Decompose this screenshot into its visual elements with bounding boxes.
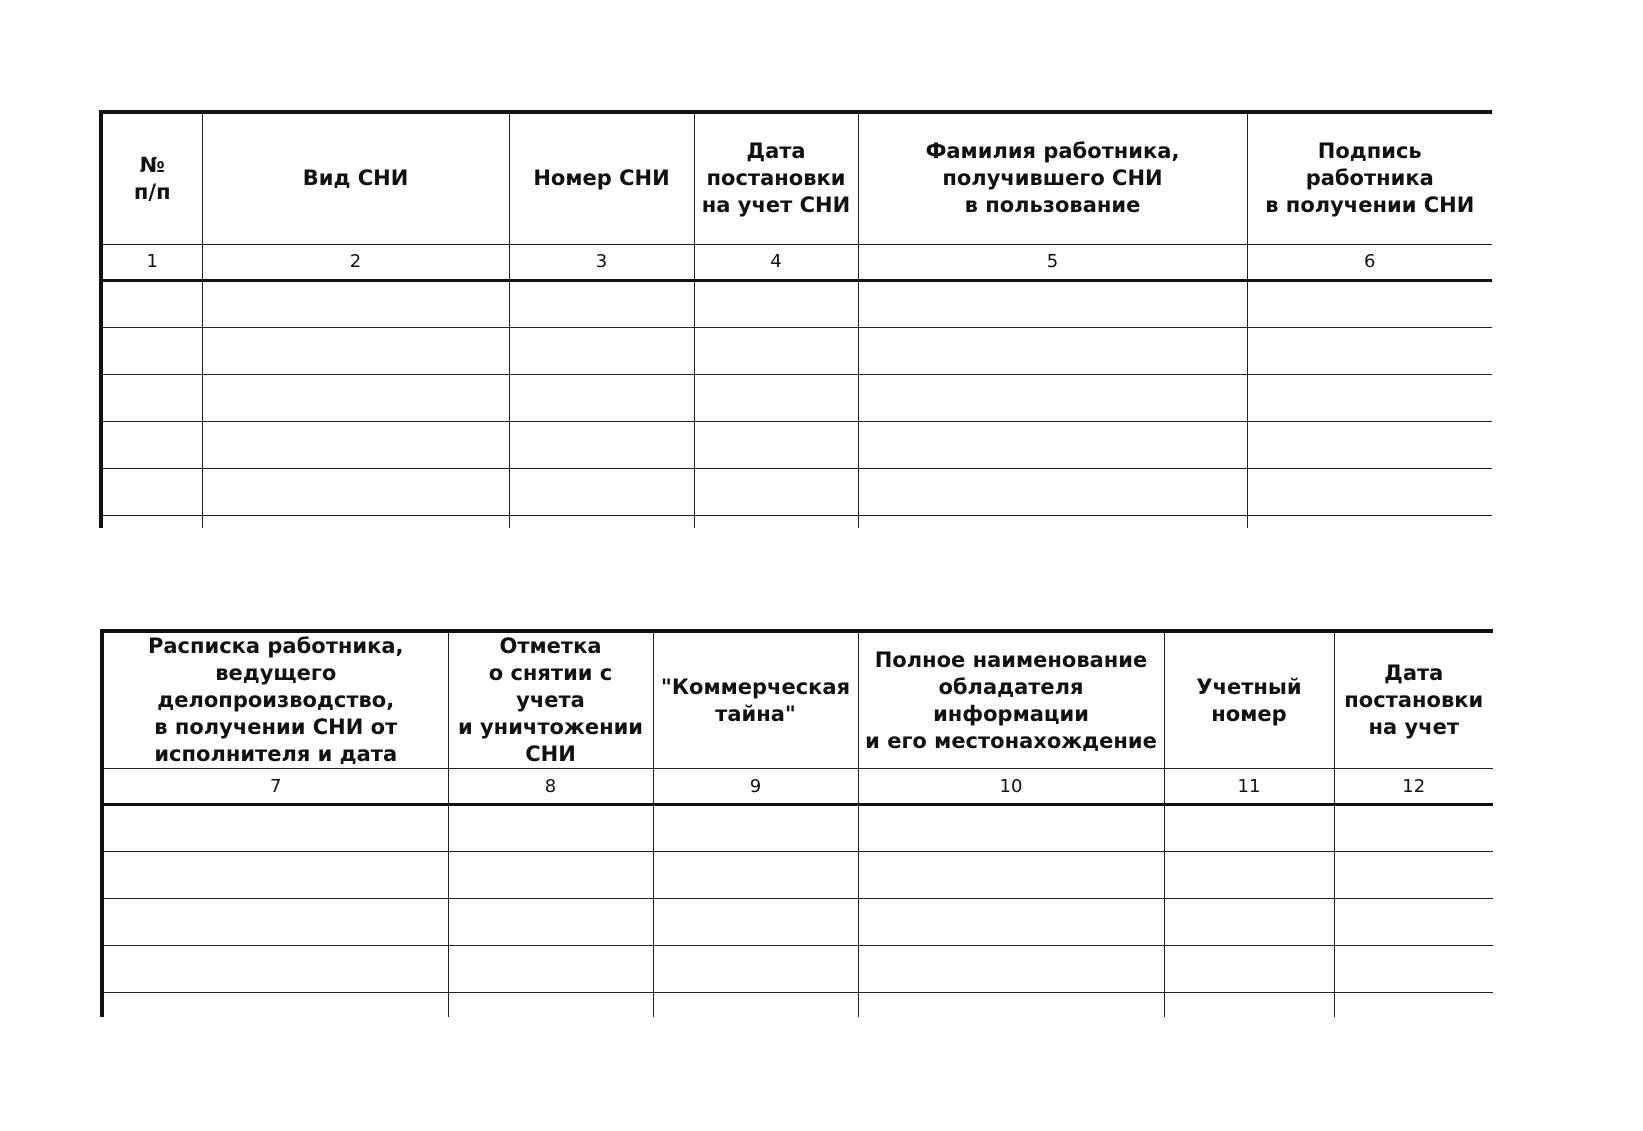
table-cell[interactable] <box>509 515 694 528</box>
column-number: 12 <box>1334 769 1493 805</box>
table-cell[interactable] <box>448 852 653 899</box>
table-cell[interactable] <box>1247 468 1492 515</box>
header-cell-registration-date: Дата постановки на учет СНИ <box>694 112 858 244</box>
accounting-table-2 <box>100 629 1493 1017</box>
table-cell[interactable] <box>1247 327 1492 374</box>
table-2-container <box>100 629 1493 1017</box>
table-cell[interactable] <box>1334 852 1493 899</box>
header-cell-deregistration-mark: Отметка о снятии с учета и уничтожении СНИ <box>448 631 653 769</box>
table-cell[interactable] <box>202 515 509 528</box>
table-cell[interactable] <box>653 805 858 852</box>
table-cell[interactable] <box>858 468 1247 515</box>
table-cell[interactable] <box>694 327 858 374</box>
column-number: 2 <box>202 244 509 280</box>
table-cell[interactable] <box>694 421 858 468</box>
column-number: 8 <box>448 769 653 805</box>
header-cell-registration-date: Дата постановки на учет <box>1334 631 1493 769</box>
header-cell-employee-name: Фамилия работника, получившего СНИ в пользование <box>858 112 1247 244</box>
table-row <box>101 374 1492 421</box>
column-number: 6 <box>1247 244 1492 280</box>
header-cell-sni-type: Вид СНИ <box>202 112 509 244</box>
table-cell[interactable] <box>102 993 448 1018</box>
column-number: 7 <box>102 769 448 805</box>
column-number: 11 <box>1164 769 1334 805</box>
table-cell[interactable] <box>102 946 448 993</box>
header-cell-sni-number: Номер СНИ <box>509 112 694 244</box>
table-cell[interactable] <box>694 468 858 515</box>
table-row <box>101 515 1492 528</box>
header-cell-employee-signature: Подпись работника в получении СНИ <box>1247 112 1492 244</box>
table-row <box>101 327 1492 374</box>
table-cell[interactable] <box>1247 280 1492 327</box>
table-cell[interactable] <box>653 852 858 899</box>
table-row <box>102 805 1493 852</box>
table-cell[interactable] <box>1164 852 1334 899</box>
table-cell[interactable] <box>509 280 694 327</box>
header-row <box>101 112 1492 244</box>
table-cell[interactable] <box>858 993 1164 1018</box>
column-number-row <box>101 244 1492 280</box>
table-cell[interactable] <box>858 327 1247 374</box>
table-cell[interactable] <box>202 374 509 421</box>
table-cell[interactable] <box>101 374 202 421</box>
table-cell[interactable] <box>858 374 1247 421</box>
header-cell-owner-name: Полное наименование обладателя информации и его местонахождение <box>858 631 1164 769</box>
table-cell[interactable] <box>202 468 509 515</box>
table-cell[interactable] <box>858 946 1164 993</box>
table-cell[interactable] <box>101 421 202 468</box>
table-cell[interactable] <box>858 852 1164 899</box>
table-cell[interactable] <box>1164 805 1334 852</box>
table-cell[interactable] <box>448 805 653 852</box>
table-cell[interactable] <box>509 468 694 515</box>
table-cell[interactable] <box>202 280 509 327</box>
table-cell[interactable] <box>1334 805 1493 852</box>
table-cell[interactable] <box>101 515 202 528</box>
table-cell[interactable] <box>101 468 202 515</box>
column-number: 10 <box>858 769 1164 805</box>
column-number-row <box>102 769 1493 805</box>
column-number: 4 <box>694 244 858 280</box>
table-cell[interactable] <box>858 899 1164 946</box>
table-cell[interactable] <box>448 993 653 1018</box>
table-cell[interactable] <box>202 327 509 374</box>
table-cell[interactable] <box>858 515 1247 528</box>
table-cell[interactable] <box>1334 946 1493 993</box>
table-cell[interactable] <box>509 327 694 374</box>
table-row <box>101 468 1492 515</box>
table-cell[interactable] <box>1164 899 1334 946</box>
table-cell[interactable] <box>509 374 694 421</box>
header-cell-receipt: Расписка работника, ведущего делопроизводство, в получении СНИ от исполнителя и дата <box>102 631 448 769</box>
header-cell-registration-number: Учетный номер <box>1164 631 1334 769</box>
table-cell[interactable] <box>694 374 858 421</box>
table-cell[interactable] <box>858 805 1164 852</box>
table-cell[interactable] <box>448 946 653 993</box>
table-row <box>102 852 1493 899</box>
table-1-container <box>99 110 1492 528</box>
table-row <box>101 280 1492 327</box>
table-cell[interactable] <box>694 280 858 327</box>
table-cell[interactable] <box>101 327 202 374</box>
accounting-table-1 <box>99 110 1492 528</box>
table-cell[interactable] <box>1247 374 1492 421</box>
header-cell-commercial-secret: "Коммерческая тайна" <box>653 631 858 769</box>
table-cell[interactable] <box>102 899 448 946</box>
table-cell[interactable] <box>102 852 448 899</box>
table-cell[interactable] <box>1164 993 1334 1018</box>
column-number: 1 <box>101 244 202 280</box>
table-cell[interactable] <box>858 280 1247 327</box>
table-cell[interactable] <box>102 805 448 852</box>
table-row <box>102 993 1493 1018</box>
header-row <box>102 631 1493 769</box>
table-cell[interactable] <box>653 993 858 1018</box>
table-row <box>102 946 1493 993</box>
table-cell[interactable] <box>1334 993 1493 1018</box>
table-row <box>102 899 1493 946</box>
column-number: 3 <box>509 244 694 280</box>
table-cell[interactable] <box>202 421 509 468</box>
table-cell[interactable] <box>101 280 202 327</box>
table-cell[interactable] <box>509 421 694 468</box>
table-cell[interactable] <box>694 515 858 528</box>
header-cell-index: № п/п <box>101 112 202 244</box>
table-cell[interactable] <box>858 421 1247 468</box>
table-cell[interactable] <box>1164 946 1334 993</box>
table-cell[interactable] <box>448 899 653 946</box>
table-row <box>101 421 1492 468</box>
table-cell[interactable] <box>653 946 858 993</box>
table-cell[interactable] <box>1247 515 1492 528</box>
column-number: 9 <box>653 769 858 805</box>
table-cell[interactable] <box>653 899 858 946</box>
table-cell[interactable] <box>1334 899 1493 946</box>
column-number: 5 <box>858 244 1247 280</box>
table-cell[interactable] <box>1247 421 1492 468</box>
